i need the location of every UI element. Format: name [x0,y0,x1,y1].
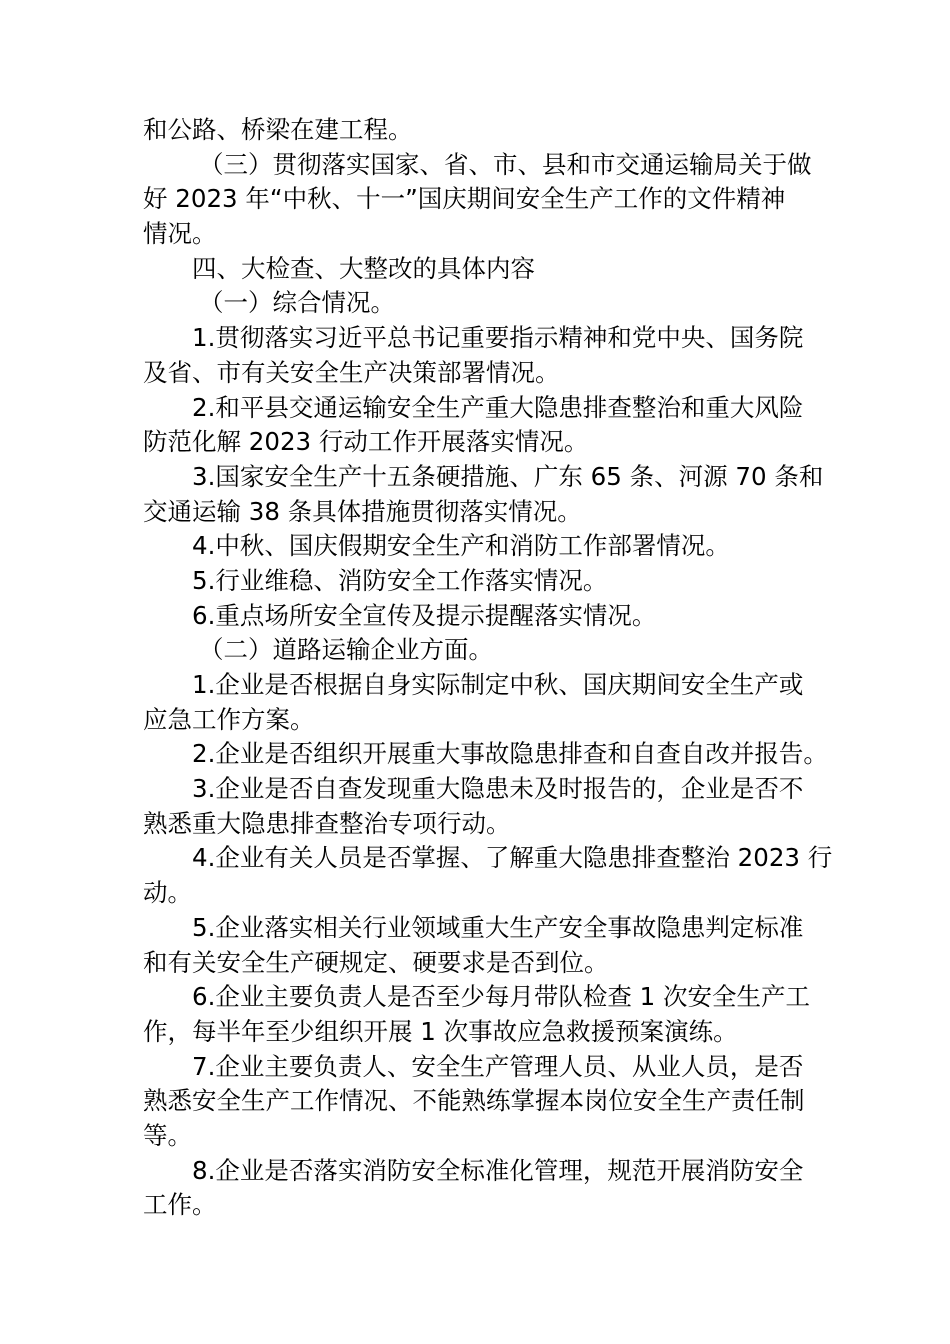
text-line: 及省、市有关安全生产决策部署情况。 [143,357,560,387]
text-line: 5.行业维稳、消防安全工作落实情况。 [192,565,608,595]
text-line: 2.企业是否组织开展重大事故隐患排查和自查自改并报告。 [192,739,828,769]
text-line: 应急工作方案。 [143,704,315,734]
text-line: 熟悉重大隐患排查整治专项行动。 [143,808,511,838]
section-heading: 四、大检查、大整改的具体内容 [192,253,535,283]
text-line: 工作。 [143,1190,217,1220]
text-line: 5.企业落实相关行业领域重大生产安全事故隐患判定标准 [192,912,804,942]
text-line: 1.企业是否根据自身实际制定中秋、国庆期间安全生产或 [192,670,804,699]
text-line: 3.国家安全生产十五条硬措施、广东 65 条、河源 70 条和 [192,461,824,491]
text-line: 7.企业主要负责人、安全生产管理人员、从业人员，是否 [192,1051,804,1081]
document-body [143,113,833,1223]
text-line: 防范化解 2023 行动工作开展落实情况。 [143,427,589,457]
text-line: 8.企业是否落实消防安全标准化管理，规范开展消防安全 [192,1155,804,1185]
text-line: 和有关安全生产硬规定、硬要求是否到位。 [143,947,609,977]
text-line: 6.重点场所安全宣传及提示提醒落实情况。 [192,600,657,630]
subsection-heading: （二）道路运输企业方面。 [199,635,493,665]
subsection-heading: （一）综合情况。 [199,288,395,318]
text-line: 6.企业主要负责人是否至少每月带队检查 1 次安全生产工 [192,982,811,1012]
text-line: 情况。 [143,219,217,249]
text-line: 动。 [143,878,192,908]
text-line: 4.企业有关人员是否掌握、了解重大隐患排查整治 2023 行 [192,843,833,873]
text-line: 4.中秋、国庆假期安全生产和消防工作部署情况。 [192,531,730,561]
text-line: 等。 [143,1120,192,1150]
text-line: 1.贯彻落实习近平总书记重要指示精神和党中央、国务院 [192,323,804,353]
text-line: 和公路、桥梁在建工程。 [143,115,413,144]
text-line: 熟悉安全生产工作情况、不能熟练掌握本岗位安全生产责任制 [143,1086,805,1116]
text-line: （三）贯彻落实国家、省、市、县和市交通运输局关于做 [199,149,812,179]
text-line: 作，每半年至少组织开展 1 次事故应急救援预案演练。 [143,1016,738,1046]
text-line: 好 2023 年“中秋、十一”国庆期间安全生产工作的文件精神 [143,184,786,214]
text-line: 交通运输 38 条具体措施贯彻落实情况。 [143,496,582,526]
text-line: 2.和平县交通运输安全生产重大隐患排查整治和重大风险 [192,392,804,422]
text-line: 3.企业是否自查发现重大隐患未及时报告的，企业是否不 [192,774,804,804]
